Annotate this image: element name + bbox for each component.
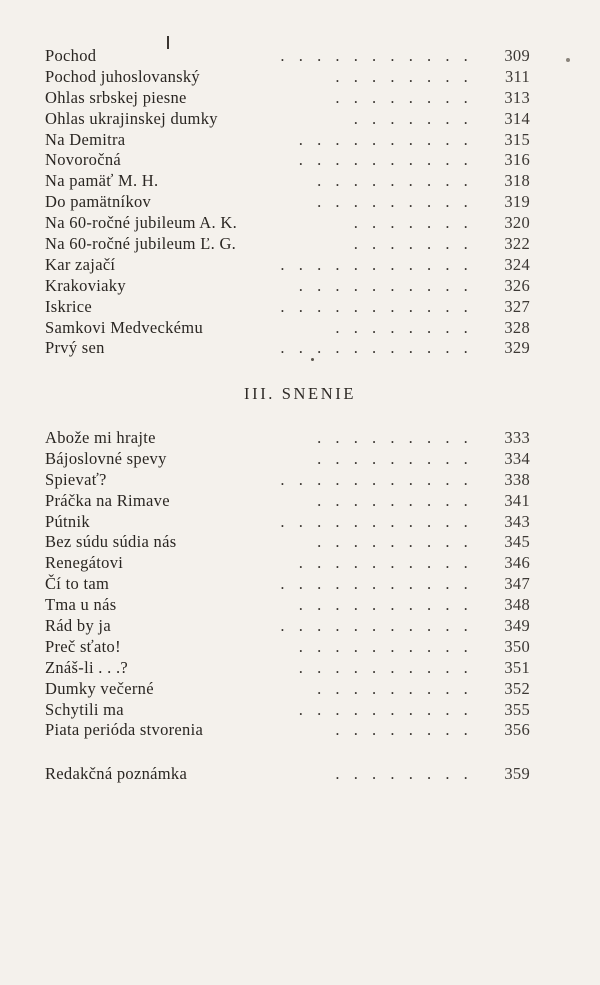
dot-leader: ......... <box>317 192 482 212</box>
toc-section-top <box>45 46 530 359</box>
entry-page-number: 311 <box>504 66 530 86</box>
dot-leader: ....... <box>353 213 482 233</box>
dot-leader: ......... <box>317 448 482 468</box>
entry-page-number: 359 <box>504 764 530 783</box>
dot-leader: .......... <box>298 636 482 656</box>
entry-title: Iskrice <box>45 296 92 316</box>
toc-entry[interactable] <box>45 720 530 741</box>
entry-page-number: 320 <box>504 213 530 233</box>
toc-entry[interactable] <box>45 764 530 785</box>
entry-page-number: 315 <box>504 129 530 149</box>
dot-leader: ........... <box>280 296 482 316</box>
dot-leader: ........... <box>280 338 482 358</box>
dot-leader: ........... <box>280 616 482 636</box>
entry-title: Pochod <box>45 46 97 65</box>
toc-entry[interactable] <box>45 150 530 171</box>
toc-entry[interactable] <box>45 109 530 130</box>
dot-leader: ........... <box>280 469 482 489</box>
entry-page-number: 341 <box>504 490 530 510</box>
toc-entry[interactable] <box>45 276 530 297</box>
toc-section-editorial <box>45 764 530 785</box>
entry-page-number: 334 <box>504 448 530 468</box>
dot-leader: ........... <box>280 46 482 65</box>
dot-leader: ........... <box>280 511 482 531</box>
dot-leader: ........ <box>335 764 482 783</box>
entry-page-number: 326 <box>504 275 530 295</box>
entry-title: Schytili ma <box>45 699 124 719</box>
dot-leader: .......... <box>298 553 482 573</box>
dot-leader: ......... <box>317 678 482 698</box>
entry-page-number: 355 <box>504 699 530 719</box>
dot-leader: ....... <box>353 108 482 128</box>
entry-page-number: 348 <box>504 595 530 615</box>
dot-leader: ....... <box>353 234 482 254</box>
entry-title: Ohlas srbskej piesne <box>45 87 187 107</box>
entry-title: Čí to tam <box>45 574 110 594</box>
speck-mark <box>566 58 570 62</box>
toc-entry[interactable] <box>45 255 530 276</box>
entry-page-number: 316 <box>504 150 530 170</box>
toc-entry[interactable] <box>45 338 530 359</box>
toc-entry[interactable] <box>45 192 530 213</box>
toc-entry[interactable] <box>45 700 530 721</box>
entry-title: Pochod juhoslovanský <box>45 66 200 86</box>
entry-page-number: 327 <box>504 296 530 316</box>
entry-title: Krakoviaky <box>45 275 126 295</box>
entry-page-number: 333 <box>504 428 530 447</box>
toc-entry[interactable] <box>45 234 530 255</box>
entry-page-number: 324 <box>504 254 530 274</box>
entry-title: Redakčná poznámka <box>45 764 188 783</box>
toc-entry[interactable] <box>45 67 530 88</box>
entry-page-number: 309 <box>504 46 530 65</box>
dot-leader: .......... <box>298 595 482 615</box>
toc-entry[interactable] <box>45 491 530 512</box>
entry-page-number: 319 <box>504 192 530 212</box>
toc-entry[interactable] <box>45 553 530 574</box>
entry-page-number: 318 <box>504 171 530 191</box>
toc-entry[interactable] <box>45 213 530 234</box>
entry-title: Spievať? <box>45 469 107 489</box>
entry-title: Práčka na Rimave <box>45 490 170 510</box>
toc-entry[interactable] <box>45 532 530 553</box>
toc-entry[interactable] <box>45 616 530 637</box>
entry-title: Pútnik <box>45 511 90 531</box>
toc-entry[interactable] <box>45 658 530 679</box>
entry-title: Samkovi Medveckému <box>45 317 203 337</box>
dot-leader: .......... <box>298 657 482 677</box>
dot-leader: ........... <box>280 254 482 274</box>
toc-entry[interactable] <box>45 130 530 151</box>
toc-entry[interactable] <box>45 46 530 67</box>
dot-leader: ......... <box>317 532 482 552</box>
entry-title: Na 60-ročné jubileum Ľ. G. <box>45 234 237 254</box>
entry-title: Kar zajačí <box>45 254 116 274</box>
toc-entry[interactable] <box>45 595 530 616</box>
entry-page-number: 349 <box>504 616 530 636</box>
dot-leader: .......... <box>298 129 482 149</box>
entry-title: Prvý sen <box>45 338 105 358</box>
section-heading: III. SNENIE <box>244 384 356 403</box>
toc-section-snenie <box>45 428 530 741</box>
toc-entry[interactable] <box>45 512 530 533</box>
toc-entry[interactable] <box>45 171 530 192</box>
entry-title: Rád by ja <box>45 616 111 636</box>
entry-title: Tma u nás <box>45 595 117 615</box>
entry-page-number: 313 <box>504 87 530 107</box>
entry-page-number: 322 <box>504 234 530 254</box>
dot-leader: .......... <box>298 699 482 719</box>
toc-entry[interactable] <box>45 449 530 470</box>
entry-page-number: 345 <box>504 532 530 552</box>
dot-leader: ........... <box>280 574 482 594</box>
dot-leader: .......... <box>298 150 482 170</box>
toc-entry[interactable] <box>45 88 530 109</box>
dot-leader: ........ <box>335 317 482 337</box>
entry-page-number: 328 <box>504 317 530 337</box>
entry-page-number: 346 <box>504 553 530 573</box>
entry-title: Abože mi hrajte <box>45 428 156 447</box>
entry-title: Na Demitra <box>45 129 126 149</box>
entry-title: Renegátovi <box>45 553 124 573</box>
entry-page-number: 314 <box>504 108 530 128</box>
entry-page-number: 343 <box>504 511 530 531</box>
toc-entry[interactable] <box>45 318 530 339</box>
dot-leader: ......... <box>317 490 482 510</box>
toc-entry[interactable] <box>45 679 530 700</box>
entry-page-number: 356 <box>504 720 530 740</box>
entry-title: Bájoslovné spevy <box>45 448 167 468</box>
dot-leader: ........ <box>335 66 482 86</box>
entry-title: Na pamäť M. H. <box>45 171 159 191</box>
entry-title: Znáš-li . . .? <box>45 657 129 677</box>
entry-page-number: 352 <box>504 678 530 698</box>
entry-title: Ohlas ukrajinskej dumky <box>45 108 218 128</box>
toc-entry[interactable] <box>45 574 530 595</box>
dot-leader: .......... <box>298 275 482 295</box>
toc-entry[interactable] <box>45 470 530 491</box>
entry-title: Dumky večerné <box>45 678 154 698</box>
entry-page-number: 351 <box>504 657 530 677</box>
dot-leader: ......... <box>317 428 482 447</box>
toc-entry[interactable] <box>45 637 530 658</box>
entry-page-number: 347 <box>504 574 530 594</box>
entry-page-number: 329 <box>504 338 530 358</box>
entry-page-number: 350 <box>504 636 530 656</box>
entry-title: Bez súdu súdia nás <box>45 532 177 552</box>
entry-title: Do pamätníkov <box>45 192 152 212</box>
toc-entry[interactable] <box>45 297 530 318</box>
entry-title: Piata perióda stvorenia <box>45 720 204 740</box>
entry-page-number: 338 <box>504 469 530 489</box>
entry-title: Preč sťato! <box>45 636 121 656</box>
dot-leader: ........ <box>335 720 482 740</box>
dot-leader: ........ <box>335 87 482 107</box>
dot-leader: ......... <box>317 171 482 191</box>
entry-title: Novoročná <box>45 150 122 170</box>
toc-entry[interactable] <box>45 428 530 449</box>
entry-title: Na 60-ročné jubileum A. K. <box>45 213 238 233</box>
